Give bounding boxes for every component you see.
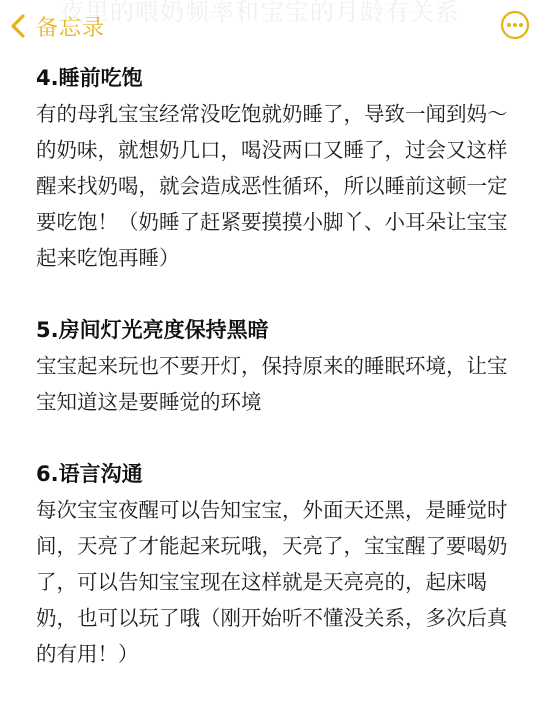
- note-content[interactable]: [36, 60, 516, 672]
- section-heading: 6.语言沟通: [36, 462, 143, 486]
- section-heading: 5.房间灯光亮度保持黑暗: [36, 318, 269, 342]
- scrolled-faded-text: 夜里的喂奶频率和宝宝的月龄有关系: [60, 0, 460, 26]
- back-button-label: 备忘录: [36, 15, 106, 41]
- chevron-left-icon: [8, 13, 30, 39]
- section-body: 有的母乳宝宝经常没吃饱就奶睡了，导致一闻到妈～的奶味，就想奶几口，喝没两口又睡了，过会又这样醒来找奶喝，就会造成恶性循环，所以睡前这顿一定要吃饱！（奶睡了赶紧要摸摸小脚丫、小耳朵让宝宝起来吃饱再睡）: [36, 102, 508, 270]
- back-button[interactable]: [8, 8, 105, 44]
- note-section-room-dark: [36, 312, 516, 420]
- note-section-sleep-full: [36, 60, 516, 276]
- note-section-communication: [36, 456, 516, 672]
- section-body: 每次宝宝夜醒可以告知宝宝，外面天还黑，是睡觉时间，天亮了才能起来玩哦，天亮了，宝宝醒了要喝奶了，可以告知宝宝现在这样就是天亮亮的，起床喝奶，也可以玩了哦（刚开始听不懂没关系，多次后真的有用！）: [36, 498, 508, 666]
- section-body: 宝宝起来玩也不要开灯，保持原来的睡眠环境，让宝宝知道这是要睡觉的环境: [36, 354, 508, 414]
- more-options-button[interactable]: [500, 10, 530, 40]
- navigation-bar: [0, 0, 540, 52]
- section-heading: 4.睡前吃饱: [36, 66, 143, 90]
- more-circle-icon: [500, 10, 530, 40]
